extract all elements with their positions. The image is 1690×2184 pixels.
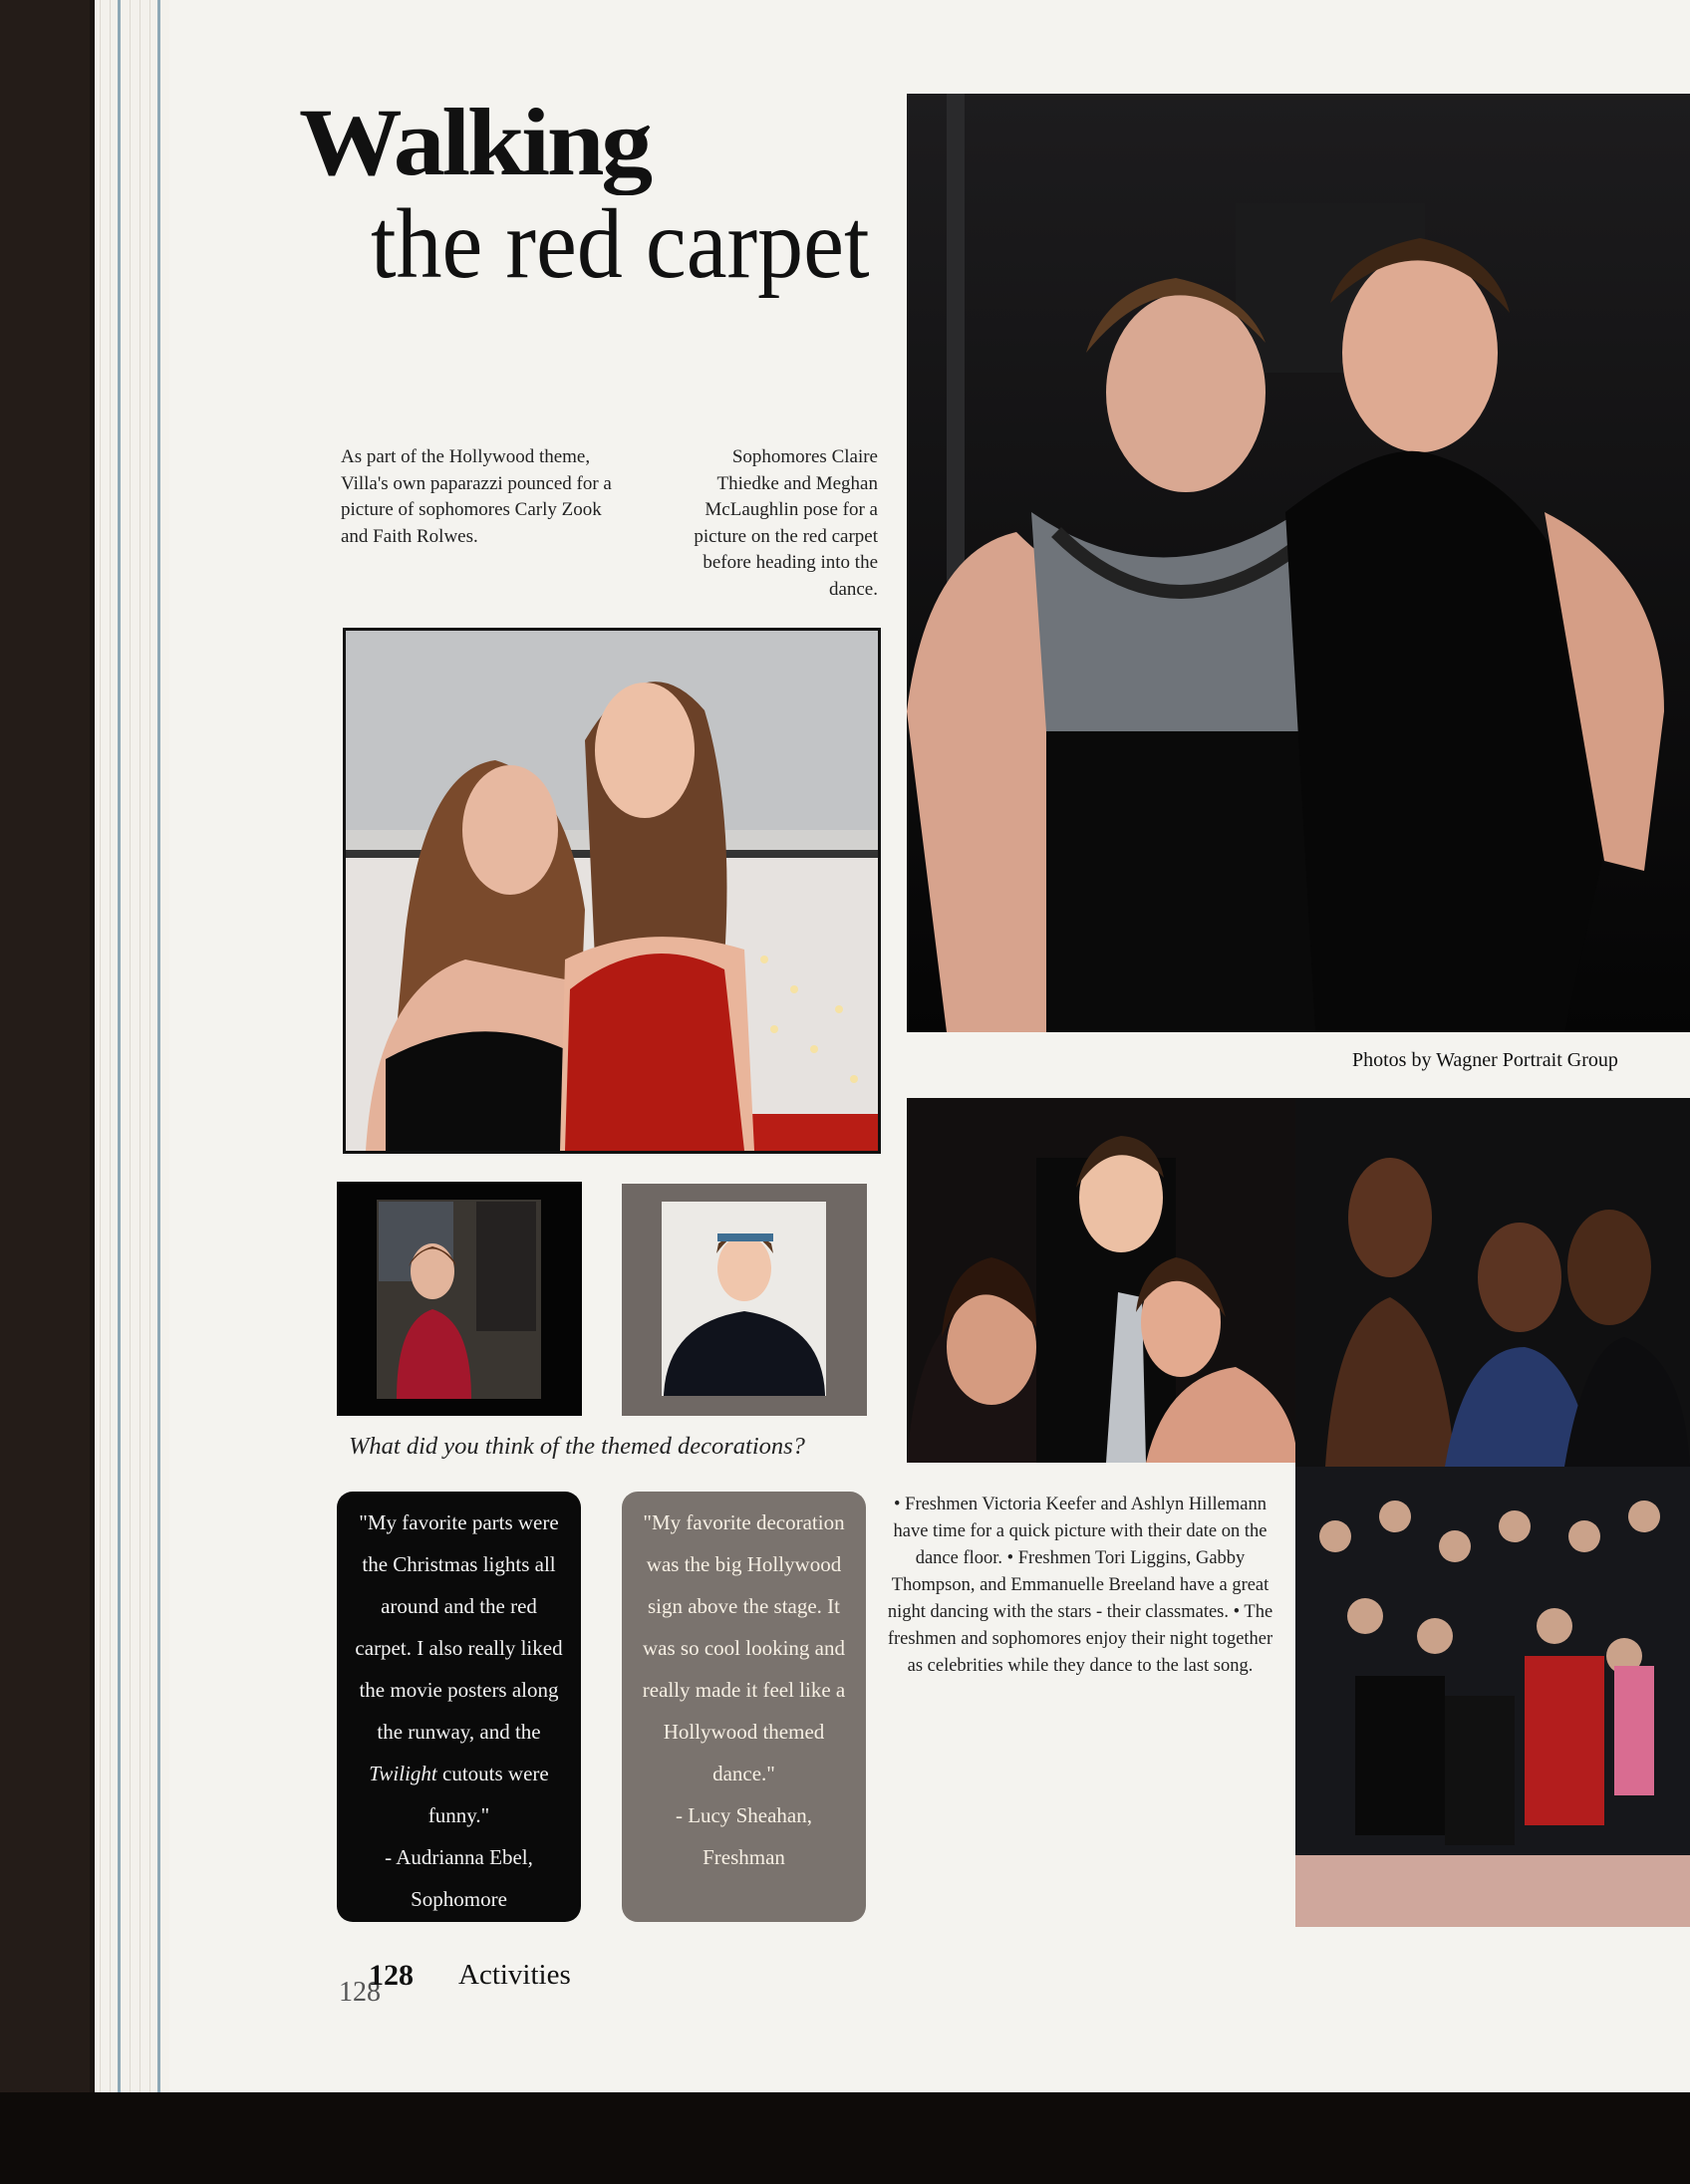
quote-attribution: - Audrianna Ebel, Sophomore — [385, 1845, 533, 1911]
page-title-line1: Walking — [299, 89, 650, 195]
bottom-shadow — [0, 2092, 1690, 2184]
page-title-line2: the red carpet — [371, 188, 870, 299]
quote-italic-title: Twilight — [369, 1762, 437, 1785]
photo-portrait-audrianna — [337, 1182, 582, 1416]
section-label: Activities — [458, 1959, 571, 1991]
quote-text: "My favorite decoration was the big Hollywood sign above the stage. It was so cool looking and really made it feel like a Hollywood themed dance." — [642, 1510, 846, 1785]
quote-text: "My favorite parts were the Christmas lights all around and the red carpet. I also really liked the movie posters along the runway, and the — [355, 1510, 563, 1744]
caption-left: As part of the Hollywood theme, Villa's own paparazzi pounced for a picture of sophomores Carly Zook and Faith Rolwes. — [341, 446, 612, 547]
photo-portrait-lucy — [622, 1184, 867, 1416]
photo-dance-floor — [1295, 1098, 1690, 1927]
photo-credit: Photos by Wagner Portrait Group — [1352, 1049, 1618, 1071]
photo-freshmen-with-date — [907, 1098, 1297, 1463]
book-binding — [0, 0, 90, 2184]
quote-text-end: cutouts were funny." — [427, 1762, 549, 1827]
page-edge-rule — [157, 0, 160, 2097]
photo-two-students-portrait — [907, 94, 1690, 1032]
caption-right: Sophomores Claire Thiedke and Meghan McLaughlin pose for a picture on the red carpet before heading into the dance. — [694, 446, 878, 600]
photo-red-carpet-pose — [343, 628, 881, 1154]
page-edge-rule — [118, 0, 121, 2097]
quote-lucy — [622, 1492, 866, 1922]
bottom-caption: • Freshmen Victoria Keefer and Ashlyn Hillemann have time for a quick picture with their date on the dance floor. • Freshmen Tori Liggins, Gabby Thompson, and Emmanuelle Breeland have a great night dancing with the stars - their classmates. • The freshmen and sophomores enjoy their night together as celebrities while they dance to the last song. — [887, 1495, 1273, 1676]
page-number-ghost: 128 — [339, 1977, 381, 2008]
quote-audrianna — [337, 1492, 581, 1922]
page-number: 128 — [369, 1959, 414, 1992]
survey-question: What did you think of the themed decorations? — [349, 1433, 805, 1460]
quote-attribution: - Lucy Sheahan, Freshman — [675, 1803, 813, 1869]
